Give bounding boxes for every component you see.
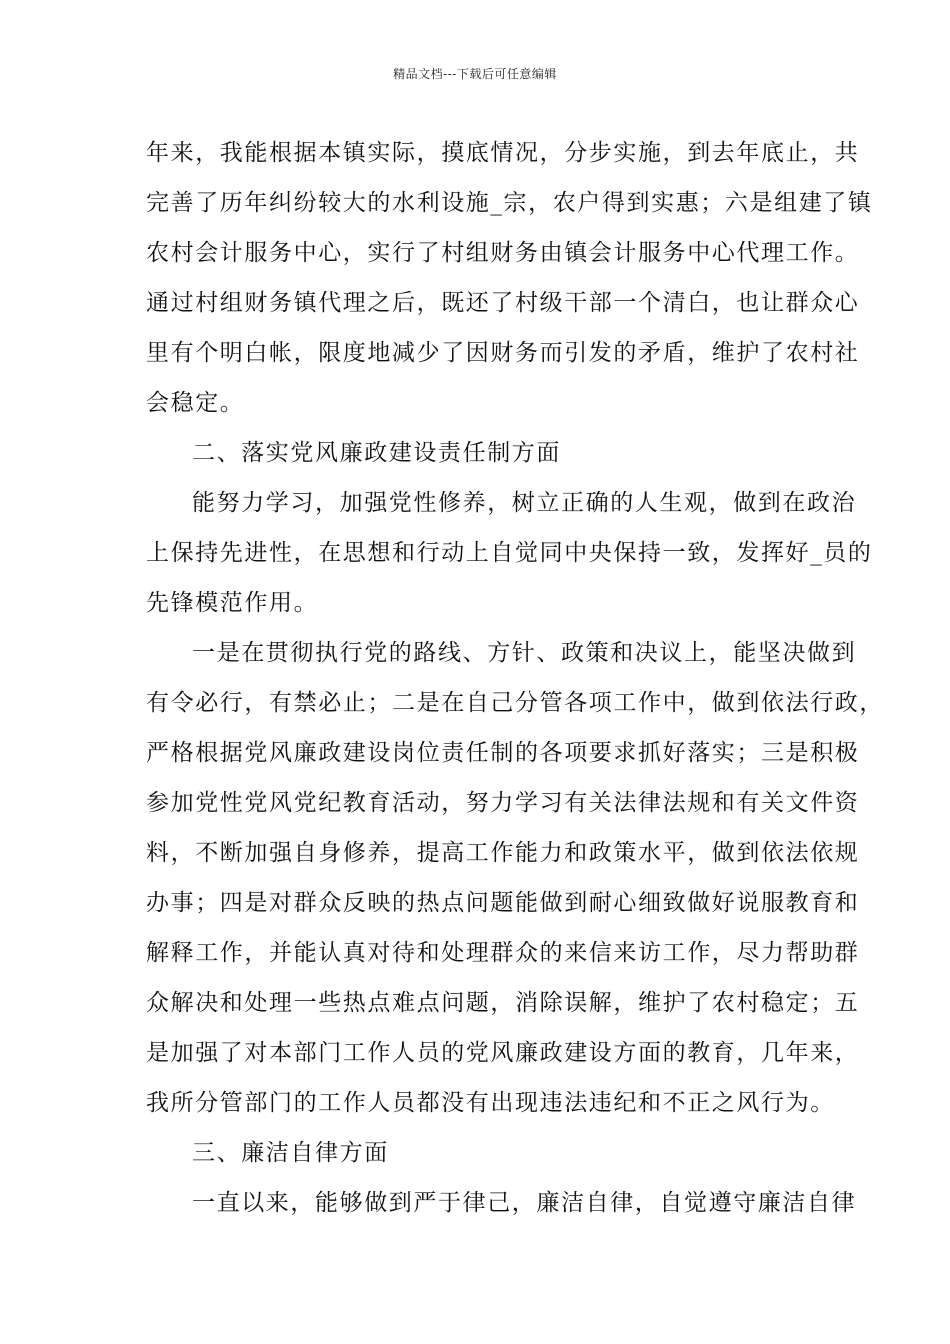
text-line: 解释工作，并能认真对待和处理群众的来信来访工作，尽力帮助群 (146, 940, 860, 966)
page-header: 精品文档---下载后可任意编辑 (393, 67, 557, 81)
text-line: 有令必行，有禁必止；二是在自己分管各项工作中，做到依法行政， (146, 690, 884, 716)
text-line: 一直以来，能够做到严于律己，廉洁自律，自觉遵守廉洁自律 (192, 1190, 857, 1216)
document-body (146, 128, 884, 1228)
text-line: 参加党性党风党纪教育活动，努力学习有关法律法规和有关文件资 (146, 790, 860, 816)
text-line: 通过村组财务镇代理之后，既还了村级干部一个清白，也让群众心 (146, 290, 860, 316)
text-line: 我所分管部门的工作人员都没有出现违法违纪和不正之风行为。 (146, 1090, 835, 1116)
text-line: 众解决和处理一些热点难点问题，消除误解，维护了农村稳定；五 (146, 990, 860, 1016)
text-line: 年来，我能根据本镇实际，摸底情况，分步实施，到去年底止，共 (146, 140, 860, 166)
text-line: 能努力学习，加强党性修养，树立正确的人生观，做到在政治 (192, 490, 857, 516)
text-line: 上保持先进性，在思想和行动上自觉同中央保持一致，发挥好_员的 (146, 540, 873, 566)
text-line: 农村会计服务中心，实行了村组财务由镇会计服务中心代理工作。 (146, 240, 860, 266)
text-line: 料，不断加强自身修养，提高工作能力和政策水平，做到依法依规 (146, 840, 860, 866)
text-line: 二、落实党风廉政建设责任制方面 (192, 440, 561, 466)
text-line: 严格根据党风廉政建设岗位责任制的各项要求抓好落实；三是积极 (146, 740, 860, 766)
text-line: 是加强了对本部门工作人员的党风廉政建设方面的教育，几年来， (146, 1040, 860, 1066)
text-line: 会稳定。 (146, 390, 245, 416)
text-line: 里有个明白帐，限度地减少了因财务而引发的矛盾，维护了农村社 (146, 340, 860, 366)
text-line: 办事；四是对群众反映的热点问题能做到耐心细致做好说服教育和 (146, 890, 860, 916)
text-line: 完善了历年纠纷较大的水利设施_宗，农户得到实惠；六是组建了镇 (146, 190, 873, 216)
text-line: 一是在贯彻执行党的路线、方针、政策和决议上，能坚决做到 (192, 640, 857, 666)
text-line: 先锋模范作用。 (146, 590, 319, 616)
text-line: 三、廉洁自律方面 (192, 1140, 389, 1166)
